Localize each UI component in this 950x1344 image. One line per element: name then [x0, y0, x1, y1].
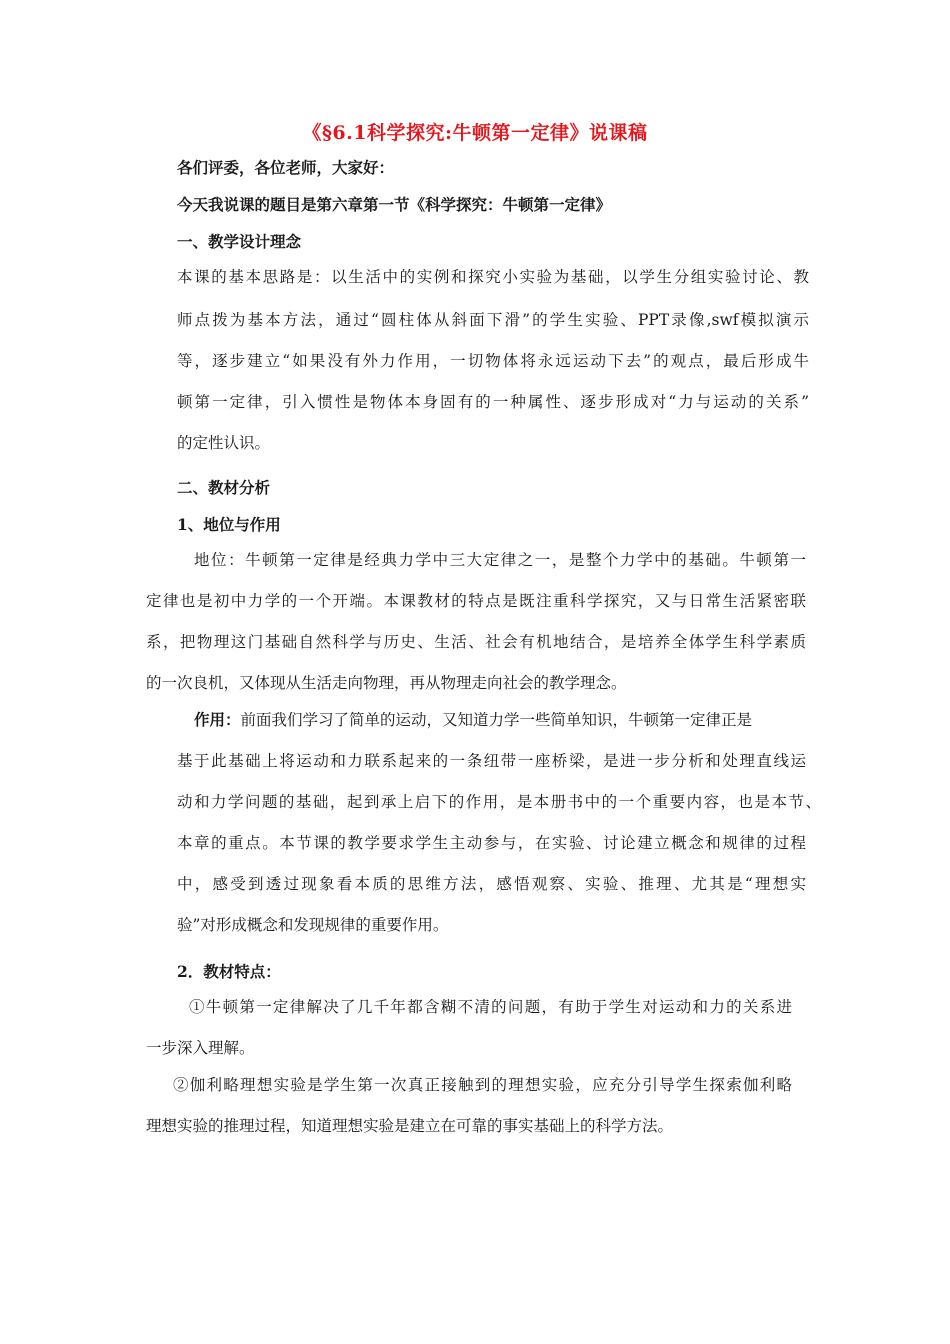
position-line: 定律也是初中力学的一个开端。本课教材的特点是既注重科学探究，又与日常生活紧密联 [146, 592, 806, 610]
role-line: 验”对形成概念和发现规律的重要作用。 [177, 916, 449, 934]
document-title: 《§6.1科学探究:牛顿第一定律》说课稿 [302, 122, 648, 144]
subsection-features-heading: 2．教材特点： [177, 962, 281, 981]
role-first-line [194, 710, 806, 730]
role-line: 本章的重点。本节课的教学要求学生主动参与，在实验、讨论建立概念和规律的过程 [177, 834, 806, 852]
subsection-position-role-heading: 1、地位与作用 [177, 515, 281, 534]
feature-point-2-line: 理想实验的推理过程，知道理想实验是建立在可靠的事实基础上的科学方法。 [146, 1117, 674, 1135]
section1-line: 顿第一定律，引入惯性是物体本身固有的一种属性、逐步形成对“力与运动的关系” [177, 393, 809, 411]
role-label: 作用： [194, 710, 241, 729]
greeting: 各们评委，各位老师，大家好： [177, 158, 395, 177]
role-line: 基于此基础上将运动和力联系起来的一条纽带一座桥梁，是进一步分析和处理直线运 [177, 752, 806, 770]
role-line: 中，感受到透过现象看本质的思维方法，感悟观察、实验、推理、尤其是“理想实 [177, 875, 806, 893]
section1-line: 师点拨为基本方法，通过“圆柱体从斜面下滑”的学生实验、PPT录像,swf模拟演示 [177, 311, 809, 329]
section1-line: 本课的基本思路是：以生活中的实例和探究小实验为基础，以学生分组实验讨论、教 [177, 268, 809, 286]
position-line: 的一次良机，又体现从生活走向物理，再从物理走向社会的教学理念。 [146, 674, 627, 692]
feature-point-1-line: 一步深入理解。 [146, 1039, 255, 1057]
section1-line: 等，逐步建立“如果没有外力作用，一切物体将永远运动下去”的观点，最后形成牛 [177, 352, 809, 370]
section2-heading: 二、教材分析 [177, 478, 271, 497]
intro-line: 今天我说课的题目是第六章第一节《科学探究：牛顿第一定律》 [177, 195, 612, 214]
section1-heading: 一、教学设计理念 [177, 232, 302, 251]
feature-point-1-line: ①牛顿第一定律解决了几千年都含糊不清的问题，有助于学生对运动和力的关系进 [189, 998, 792, 1016]
feature-point-2-line: ②伽利略理想实验是学生第一次真正接触到的理想实验，应充分引导学生探索伽利略 [173, 1076, 792, 1094]
position-line: 系，把物理这门基础自然科学与历史、生活、社会有机地结合，是培养全体学生科学素质 [146, 633, 806, 651]
role-line: 动和力学问题的基础，起到承上启下的作用，是本册书中的一个重要内容，也是本节、 [177, 793, 821, 811]
section1-line: 的定性认识。 [177, 434, 271, 452]
role-first-text: 前面我们学习了简单的运动，又知道力学一些简单知识，牛顿第一定律正是 [240, 711, 753, 729]
position-line: 地位：牛顿第一定律是经典力学中三大定律之一，是整个力学中的基础。牛顿第一 [194, 551, 806, 569]
